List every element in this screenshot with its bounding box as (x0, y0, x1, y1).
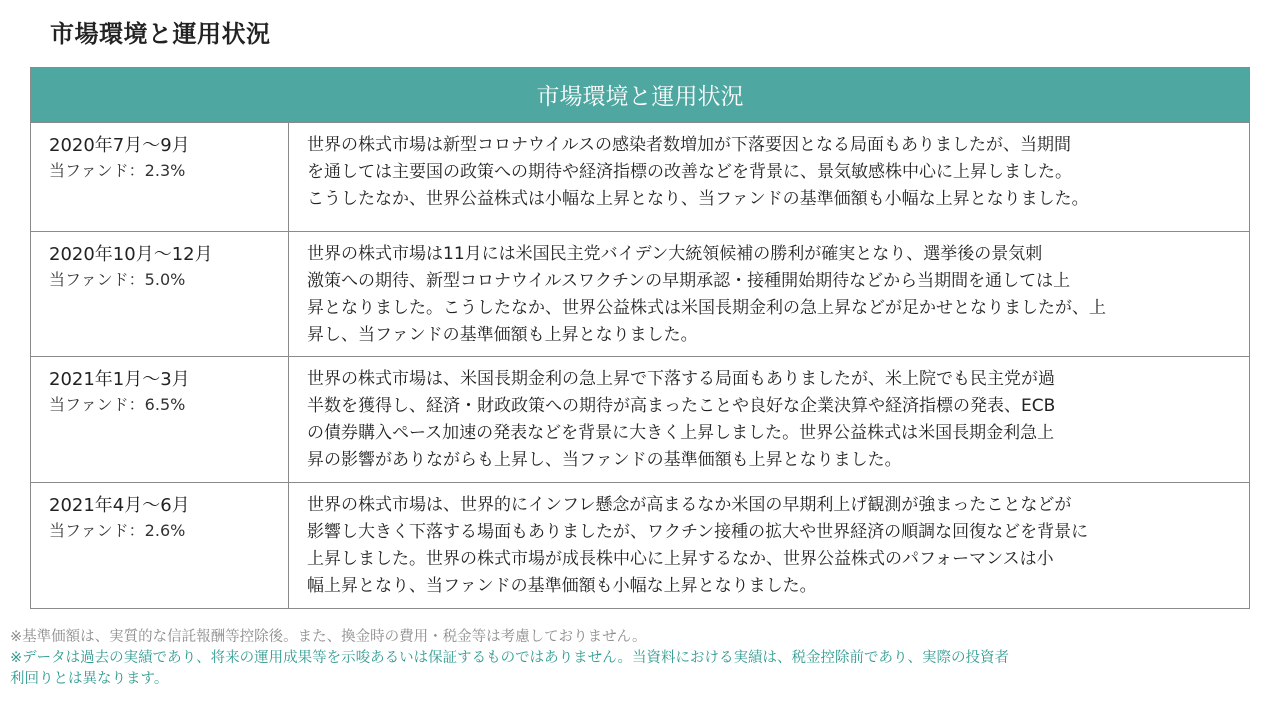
period-cell (31, 483, 289, 608)
comment-cell: 世界の株式市場は新型コロナウイルスの感染者数増加が下落要因となる局面もありましたが、当期間 を通しては主要国の政策への期待や経済指標の改善などを背景に、景気敏感株中心に上昇しました。 こうしたなか、世界公益株式は小幅な上昇となり、当ファンドの基準価額も小幅な上昇となりました。 (307, 135, 1089, 209)
table-header: 市場環境と運用状況 (31, 68, 1249, 122)
period-label: 2021年4月～6月 (49, 495, 190, 516)
comment-cell: 世界の株式市場は、米国長期金利の急上昇で下落する局面もありましたが、米上院でも民主党が過 半数を獲得し、経済・財政政策への期待が高まったことや良好な企業決算や経済指標の発表、ECB の債券購入ペース加速の発表などを背景に大きく上昇しました。世界公益株式は米国長期金利急上 昇の影響がありながらも上昇し、当ファンドの基準価額も上昇となりました。 (307, 369, 1056, 470)
fund-return-label: 当ファンド：6.5% (49, 395, 186, 414)
table-row (31, 482, 1249, 608)
table-row (31, 122, 1249, 231)
table-row (31, 231, 1249, 356)
table-row (31, 356, 1249, 482)
comment-cell: 世界の株式市場は、世界的にインフレ懸念が高まるなか米国の早期利上げ観測が強まったことなどが 影響し大きく下落する場面もありましたが、ワクチン接種の拡大や世界経済の順調な回復などを背景に 上昇しました。世界の株式市場が成長株中心に上昇するなか、世界公益株式のパフォーマンスは小 幅上昇となり、当ファンドの基準価額も小幅な上昇となりました。 (307, 495, 1089, 596)
market-environment-table (30, 67, 1250, 609)
period-cell (31, 357, 289, 482)
footnote-fees: ※基準価額は、実質的な信託報酬等控除後。また、換金時の費用・税金等は考慮しておりません。 (10, 629, 647, 645)
fund-return-label: 当ファンド：2.3% (49, 161, 186, 180)
footnotes (10, 627, 1270, 690)
period-label: 2021年1月～3月 (49, 369, 190, 390)
fund-return-label: 当ファンド：5.0% (49, 270, 186, 289)
period-label: 2020年10月～12月 (49, 244, 213, 265)
period-cell (31, 123, 289, 231)
fund-return-label: 当ファンド：2.6% (49, 521, 186, 540)
footnote-disclaimer: ※データは過去の実績であり、将来の運用成果等を示唆あるいは保証するものではありません。当資料における実績は、税金控除前であり、実際の投資者 利回りとは異なります。 (10, 650, 1010, 687)
page-title: 市場環境と運用状況 (50, 20, 271, 48)
period-cell (31, 232, 289, 356)
period-label: 2020年7月～9月 (49, 135, 190, 156)
comment-cell: 世界の株式市場は11月には米国民主党バイデン大統領候補の勝利が確実となり、選挙後の景気刺 激策への期待、新型コロナウイルスワクチンの早期承認・接種開始期待などから当期間を通しては上 昇となりました。こうしたなか、世界公益株式は米国長期金利の急上昇などが足かせとなりましたが、上 昇し、当ファンドの基準価額も上昇となりました。 (307, 244, 1106, 345)
